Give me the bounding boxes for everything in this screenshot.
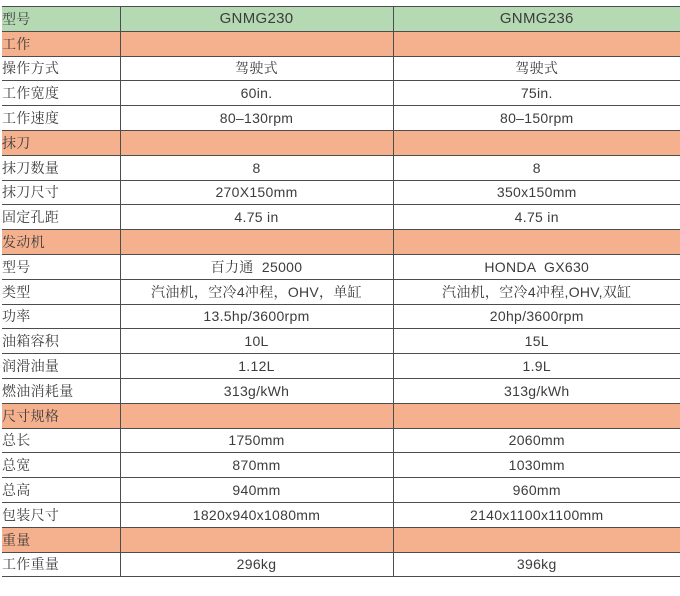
section-row — [2, 527, 680, 552]
spec-table-body — [2, 7, 680, 577]
spec-value-gnmg230: 270X150mm — [120, 180, 393, 205]
section-row — [2, 130, 680, 155]
spec-value-gnmg230: 1.12L — [120, 354, 393, 379]
spec-label: 润滑油量 — [2, 354, 120, 379]
section-blank-cell — [120, 230, 393, 255]
spec-label: 功率 — [2, 304, 120, 329]
spec-value-gnmg236: 313g/kWh — [393, 378, 680, 403]
section-blank-cell — [120, 527, 393, 552]
spec-label: 油箱容积 — [2, 329, 120, 354]
spec-value-gnmg230: 驾驶式 — [120, 56, 393, 81]
spec-row — [2, 428, 680, 453]
model-header-label: 型号 — [2, 7, 120, 32]
section-row — [2, 230, 680, 255]
spec-value-gnmg230: 10L — [120, 329, 393, 354]
section-row — [2, 31, 680, 56]
spec-row — [2, 205, 680, 230]
spec-value-gnmg236: 2140x1100x1100mm — [393, 502, 680, 527]
spec-value-gnmg236: 8 — [393, 155, 680, 180]
spec-label: 总高 — [2, 478, 120, 503]
section-blank-cell — [393, 230, 680, 255]
section-row — [2, 403, 680, 428]
spec-label: 燃油消耗量 — [2, 378, 120, 403]
spec-value-gnmg230: 百力通 25000 — [120, 254, 393, 279]
spec-label: 固定孔距 — [2, 205, 120, 230]
model-header-gnmg236: GNMG236 — [393, 7, 680, 32]
section-blank-cell — [120, 130, 393, 155]
spec-label: 工作宽度 — [2, 81, 120, 106]
spec-label: 工作重量 — [2, 552, 120, 577]
spec-value-gnmg236: 350x150mm — [393, 180, 680, 205]
spec-label: 抹刀尺寸 — [2, 180, 120, 205]
spec-value-gnmg236: 2060mm — [393, 428, 680, 453]
spec-value-gnmg236: 20hp/3600rpm — [393, 304, 680, 329]
section-title: 工作 — [2, 31, 120, 56]
spec-label: 总长 — [2, 428, 120, 453]
spec-value-gnmg230: 4.75 in — [120, 205, 393, 230]
spec-value-gnmg236: HONDA GX630 — [393, 254, 680, 279]
spec-row — [2, 155, 680, 180]
spec-label: 总宽 — [2, 453, 120, 478]
spec-label: 型号 — [2, 254, 120, 279]
spec-row — [2, 354, 680, 379]
spec-value-gnmg236: 80–150rpm — [393, 106, 680, 131]
spec-value-gnmg230: 60in. — [120, 81, 393, 106]
spec-row — [2, 378, 680, 403]
spec-value-gnmg230: 940mm — [120, 478, 393, 503]
spec-label: 类型 — [2, 279, 120, 304]
spec-value-gnmg230: 296kg — [120, 552, 393, 577]
spec-value-gnmg236: 汽油机，空冷4冲程,OHV,双缸 — [393, 279, 680, 304]
spec-value-gnmg236: 1030mm — [393, 453, 680, 478]
spec-value-gnmg236: 75in. — [393, 81, 680, 106]
spec-row — [2, 552, 680, 577]
spec-value-gnmg230: 870mm — [120, 453, 393, 478]
spec-label: 操作方式 — [2, 56, 120, 81]
spec-value-gnmg236: 960mm — [393, 478, 680, 503]
section-title: 重量 — [2, 527, 120, 552]
spec-value-gnmg230: 13.5hp/3600rpm — [120, 304, 393, 329]
spec-row — [2, 279, 680, 304]
spec-value-gnmg230: 1750mm — [120, 428, 393, 453]
spec-label: 抹刀数量 — [2, 155, 120, 180]
section-blank-cell — [393, 527, 680, 552]
spec-table — [2, 6, 680, 577]
model-header-row — [2, 7, 680, 32]
spec-row — [2, 304, 680, 329]
spec-label: 包装尺寸 — [2, 502, 120, 527]
spec-value-gnmg236: 15L — [393, 329, 680, 354]
section-blank-cell — [120, 403, 393, 428]
spec-value-gnmg230: 8 — [120, 155, 393, 180]
spec-value-gnmg230: 汽油机，空冷4冲程，OHV，单缸 — [120, 279, 393, 304]
spec-value-gnmg230: 313g/kWh — [120, 378, 393, 403]
spec-value-gnmg236: 1.9L — [393, 354, 680, 379]
section-blank-cell — [393, 130, 680, 155]
spec-label: 工作速度 — [2, 106, 120, 131]
section-title: 尺寸规格 — [2, 403, 120, 428]
section-title: 抹刀 — [2, 130, 120, 155]
section-blank-cell — [120, 31, 393, 56]
spec-value-gnmg230: 1820x940x1080mm — [120, 502, 393, 527]
spec-value-gnmg236: 驾驶式 — [393, 56, 680, 81]
spec-row — [2, 254, 680, 279]
section-title: 发动机 — [2, 230, 120, 255]
spec-value-gnmg230: 80–130rpm — [120, 106, 393, 131]
spec-row — [2, 180, 680, 205]
spec-row — [2, 478, 680, 503]
spec-row — [2, 81, 680, 106]
spec-row — [2, 106, 680, 131]
section-blank-cell — [393, 31, 680, 56]
spec-row — [2, 453, 680, 478]
model-header-gnmg230: GNMG230 — [120, 7, 393, 32]
spec-row — [2, 56, 680, 81]
spec-row — [2, 502, 680, 527]
spec-row — [2, 329, 680, 354]
section-blank-cell — [393, 403, 680, 428]
spec-value-gnmg236: 396kg — [393, 552, 680, 577]
spec-value-gnmg236: 4.75 in — [393, 205, 680, 230]
